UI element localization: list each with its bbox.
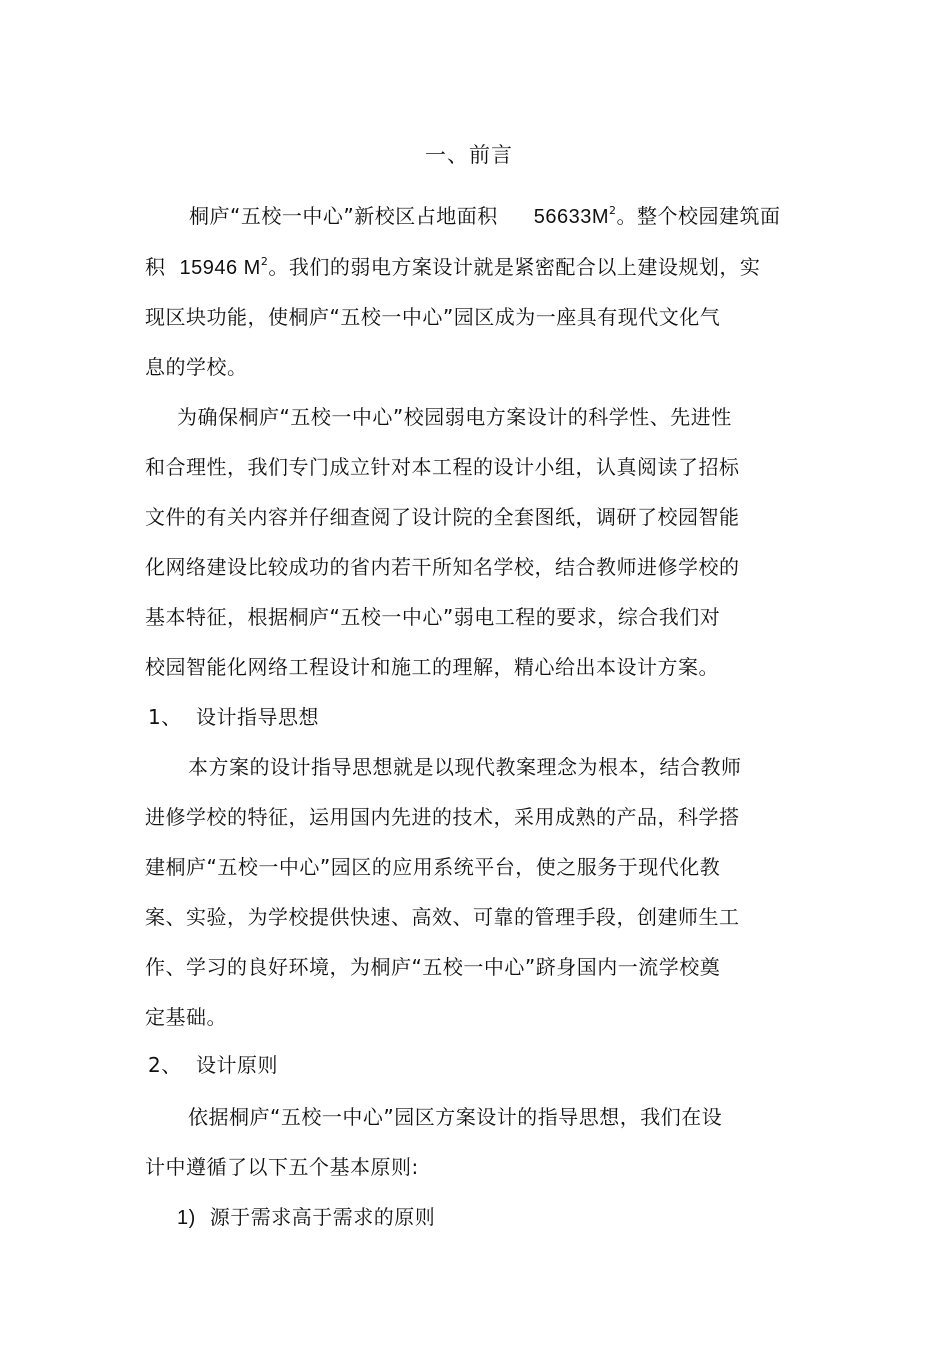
- section-number: 1、: [148, 705, 182, 729]
- intro-paragraph-2-line-6: 校园智能化网络工程设计和施工的理解，精心给出本设计方案。: [145, 655, 719, 679]
- section-2-line-2: 计中遵循了以下五个基本原则:: [145, 1155, 419, 1179]
- section-1-heading: [148, 703, 319, 731]
- section-1-line-4: 案、实验，为学校提供快速、高效、可靠的管理手段，创建师生工: [145, 905, 740, 929]
- building-area-value: 15946 M: [179, 257, 261, 279]
- intro-paragraph-2-line-2: 和合理性，我们专门成立针对本工程的设计小组，认真阅读了招标: [145, 455, 740, 479]
- principle-list-item-1: [177, 1203, 435, 1232]
- text-span: 。我们的弱电方案设计就是紧密配合以上建设规划，实: [268, 255, 761, 279]
- intro-paragraph-2-line-3: 文件的有关内容并仔细查阅了设计院的全套图纸，调研了校园智能: [145, 505, 740, 529]
- section-2-line-1: 依据桐庐“五校一中心”园区方案设计的指导思想，我们在设: [188, 1105, 723, 1129]
- section-title: 设计原则: [196, 1053, 278, 1077]
- intro-paragraph-2-line-4: 化网络建设比较成功的省内若干所知名学校，结合教师进修学校的: [145, 555, 740, 579]
- intro-paragraph-1-line-1: [189, 202, 781, 231]
- section-title: 设计指导思想: [196, 705, 319, 729]
- text-span: 桐庐“五校一中心”新校区占地面积: [189, 204, 498, 228]
- text-span: 积: [145, 255, 166, 279]
- intro-paragraph-1-line-4: 息的学校。: [145, 355, 248, 379]
- section-1-line-2: 进修学校的特征，运用国内先进的技术，采用成熟的产品，科学搭: [145, 805, 740, 829]
- intro-paragraph-2-line-5: 基本特征，根据桐庐“五校一中心”弱电工程的要求，综合我们对: [145, 605, 721, 629]
- section-1-line-5: 作、学习的良好环境，为桐庐“五校一中心”跻身国内一流学校奠: [145, 955, 721, 979]
- area-unit-superscript: 2: [260, 255, 269, 268]
- section-1-line-3: 建桐庐“五校一中心”园区的应用系统平台，使之服务于现代化教: [145, 855, 721, 879]
- section-1-line-1: 本方案的设计指导思想就是以现代教案理念为根本，结合教师: [188, 755, 742, 779]
- section-2-heading: [148, 1051, 278, 1079]
- page-title: 一、前言: [425, 143, 513, 167]
- section-1-line-6: 定基础。: [145, 1005, 227, 1029]
- area-value: 56633M: [533, 206, 610, 228]
- list-item-text: 源于需求高于需求的原则: [209, 1205, 436, 1229]
- area-unit-superscript: 2: [609, 204, 617, 217]
- section-number: 2、: [148, 1053, 182, 1077]
- intro-paragraph-2-line-1: 为确保桐庐“五校一中心”校园弱电方案设计的科学性、先进性: [177, 405, 732, 429]
- intro-paragraph-1-line-2: [145, 253, 760, 282]
- text-span: 。整个校园建筑面: [616, 204, 781, 228]
- intro-paragraph-1-line-3: 现区块功能，使桐庐“五校一中心”园区成为一座具有现代文化气: [145, 305, 721, 329]
- list-number: 1): [177, 1207, 196, 1229]
